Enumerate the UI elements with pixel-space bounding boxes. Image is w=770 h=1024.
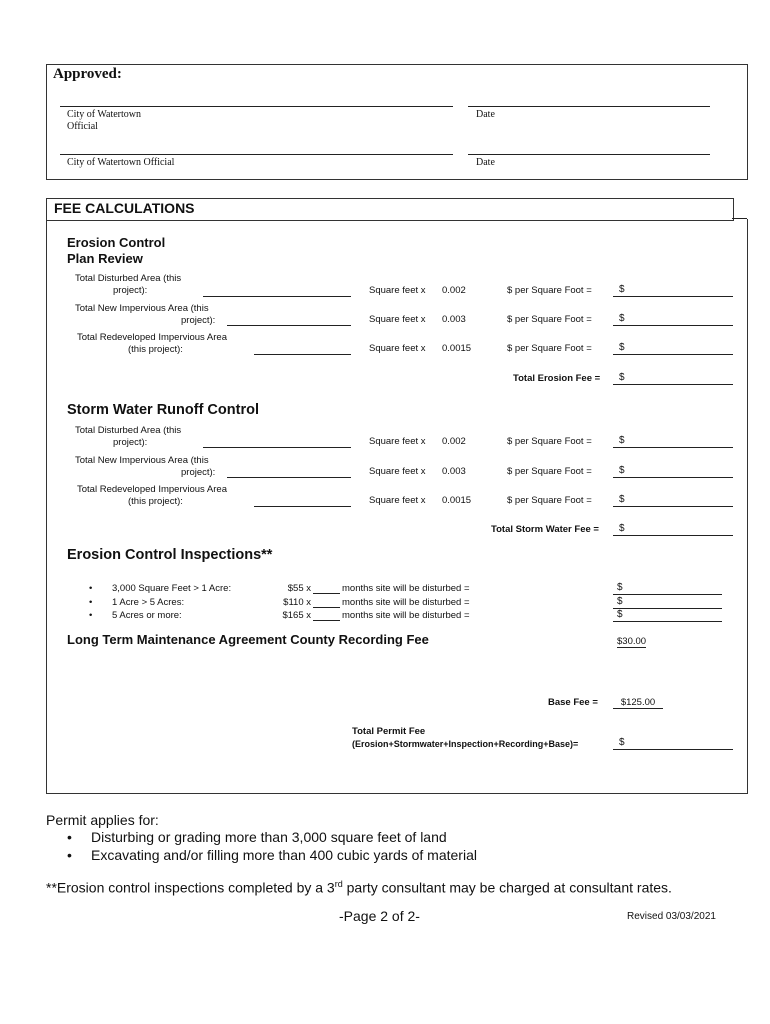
dollar-sign: $ bbox=[619, 737, 625, 748]
erosion-total-label: Total Erosion Fee = bbox=[513, 373, 601, 384]
dollar-sign: $ bbox=[619, 313, 625, 324]
dollar-sign: $ bbox=[619, 523, 625, 534]
erosion-rate: 0.003 bbox=[442, 314, 466, 325]
erosion-title-2: Plan Review bbox=[67, 251, 143, 266]
storm-sqft-input[interactable] bbox=[254, 506, 351, 507]
approved-title: Approved: bbox=[53, 66, 122, 82]
storm-total-input[interactable] bbox=[613, 524, 733, 536]
page-number: -Page 2 of 2- bbox=[339, 908, 420, 924]
official-label-1: City of Watertown bbox=[67, 109, 141, 120]
dollar-sign: $ bbox=[617, 582, 623, 593]
fee-heading: FEE CALCULATIONS bbox=[54, 200, 195, 216]
erosion-rate: 0.002 bbox=[442, 285, 466, 296]
storm-row-label: Total Redeveloped Impervious Area bbox=[77, 484, 227, 495]
storm-per: $ per Square Foot = bbox=[507, 436, 592, 447]
storm-rate: 0.002 bbox=[442, 436, 466, 447]
erosion-row-label: project): bbox=[113, 285, 148, 296]
dollar-sign: $ bbox=[619, 372, 625, 383]
inspection-months-input[interactable] bbox=[313, 593, 340, 594]
erosion-unit: Square feet x bbox=[369, 314, 426, 325]
erosion-row-label: Total Disturbed Area (this bbox=[75, 273, 182, 284]
inspections-title: Erosion Control Inspections** bbox=[67, 547, 273, 563]
storm-sqft-input[interactable] bbox=[227, 477, 351, 478]
storm-row-label: Total Disturbed Area (this bbox=[75, 425, 182, 436]
bullet-icon: • bbox=[89, 597, 93, 608]
erosion-amount-input[interactable] bbox=[613, 285, 733, 297]
storm-amount-input[interactable] bbox=[613, 436, 733, 448]
date-line-1[interactable] bbox=[468, 106, 710, 107]
inspection-range: 5 Acres or more: bbox=[112, 610, 182, 621]
storm-unit: Square feet x bbox=[369, 466, 426, 477]
revised-date: Revised 03/03/2021 bbox=[627, 911, 716, 922]
storm-row-label: Total New Impervious Area (this bbox=[75, 455, 209, 466]
storm-title: Storm Water Runoff Control bbox=[67, 402, 259, 418]
recording-amount: $30.00 bbox=[617, 636, 647, 647]
permit-bullet: Disturbing or grading more than 3,000 square feet of land bbox=[91, 829, 447, 845]
erosion-row-label: project): bbox=[181, 315, 216, 326]
permit-bullet: Excavating and/or filling more than 400 cubic yards of material bbox=[91, 847, 477, 863]
bullet-icon: • bbox=[89, 610, 93, 621]
storm-unit: Square feet x bbox=[369, 495, 426, 506]
storm-row-label: project): bbox=[181, 467, 216, 478]
erosion-row-label: (this project): bbox=[128, 344, 183, 355]
storm-row-label: (this project): bbox=[128, 496, 183, 507]
storm-sqft-input[interactable] bbox=[203, 447, 351, 448]
inspection-amount-input[interactable] bbox=[613, 583, 722, 595]
total-permit-input[interactable] bbox=[613, 738, 733, 750]
official-label-1b: Official bbox=[67, 121, 98, 132]
inspection-range: 1 Acre > 5 Acres: bbox=[112, 597, 185, 608]
inspection-months-input[interactable] bbox=[313, 620, 340, 621]
total-permit-formula: (Erosion+Stormwater+Inspection+Recording+Base)= bbox=[352, 739, 579, 749]
consultant-note-pre: **Erosion control inspections completed by a 3 bbox=[46, 879, 335, 896]
storm-unit: Square feet x bbox=[369, 436, 426, 447]
inspection-text: months site will be disturbed = bbox=[342, 583, 470, 594]
inspection-text: months site will be disturbed = bbox=[342, 597, 470, 608]
bullet-icon: • bbox=[67, 847, 72, 863]
dollar-sign: $ bbox=[619, 284, 625, 295]
storm-per: $ per Square Foot = bbox=[507, 466, 592, 477]
date-line-2[interactable] bbox=[468, 154, 710, 155]
inspection-months-input[interactable] bbox=[313, 607, 340, 608]
dollar-sign: $ bbox=[617, 596, 623, 607]
erosion-sqft-input[interactable] bbox=[254, 354, 351, 355]
dollar-sign: $ bbox=[617, 609, 623, 620]
dollar-sign: $ bbox=[619, 342, 625, 353]
total-permit-label: Total Permit Fee bbox=[352, 726, 426, 737]
inspection-price: $110 x bbox=[283, 597, 311, 608]
erosion-per: $ per Square Foot = bbox=[507, 285, 592, 296]
fee-box-top-right bbox=[732, 218, 747, 219]
erosion-per: $ per Square Foot = bbox=[507, 314, 592, 325]
storm-rate: 0.003 bbox=[442, 466, 466, 477]
inspection-price: $165 x bbox=[282, 610, 311, 621]
erosion-total-input[interactable] bbox=[613, 373, 733, 385]
storm-rate: 0.0015 bbox=[442, 495, 472, 506]
storm-total-label: Total Storm Water Fee = bbox=[491, 524, 599, 535]
storm-amount-input[interactable] bbox=[613, 495, 733, 507]
dollar-sign: $ bbox=[619, 435, 625, 446]
storm-per: $ per Square Foot = bbox=[507, 495, 592, 506]
date-label-2: Date bbox=[476, 157, 495, 168]
inspection-text: months site will be disturbed = bbox=[342, 610, 470, 621]
inspection-range: 3,000 Square Feet > 1 Acre: bbox=[112, 583, 232, 594]
official-signature-line-1[interactable] bbox=[60, 106, 453, 107]
erosion-title-1: Erosion Control bbox=[67, 235, 166, 250]
erosion-rate: 0.0015 bbox=[442, 343, 472, 354]
erosion-row-label: Total Redeveloped Impervious Area bbox=[77, 332, 227, 343]
dollar-sign: $ bbox=[619, 494, 625, 505]
consultant-note-post: party consultant may be charged at consultant rates. bbox=[342, 879, 672, 896]
inspection-price: $55 x bbox=[287, 583, 311, 594]
erosion-row-label: Total New Impervious Area (this bbox=[75, 303, 209, 314]
consultant-note-sup: rd bbox=[334, 879, 343, 889]
base-fee-amount bbox=[613, 697, 663, 709]
permit-applies-label: Permit applies for: bbox=[46, 812, 159, 828]
erosion-per: $ per Square Foot = bbox=[507, 343, 592, 354]
official-signature-line-2[interactable] bbox=[60, 154, 453, 155]
erosion-amount-input[interactable] bbox=[613, 314, 733, 326]
storm-amount-input[interactable] bbox=[613, 466, 733, 478]
base-fee-value: $125.00 bbox=[620, 697, 656, 708]
erosion-unit: Square feet x bbox=[369, 343, 426, 354]
erosion-amount-input[interactable] bbox=[613, 343, 733, 355]
erosion-sqft-input[interactable] bbox=[227, 325, 351, 326]
recording-title: Long Term Maintenance Agreement County Recording Fee bbox=[67, 632, 429, 647]
inspection-amount-input[interactable] bbox=[613, 597, 722, 609]
inspection-amount-input[interactable] bbox=[613, 610, 722, 622]
bullet-icon: • bbox=[67, 829, 72, 845]
erosion-sqft-input[interactable] bbox=[203, 296, 351, 297]
base-fee-label: Base Fee = bbox=[548, 697, 598, 708]
date-label-1: Date bbox=[476, 109, 495, 120]
erosion-unit: Square feet x bbox=[369, 285, 426, 296]
bullet-icon: • bbox=[89, 583, 93, 594]
official-label-2: City of Watertown Official bbox=[67, 157, 175, 168]
dollar-sign: $ bbox=[619, 465, 625, 476]
consultant-note bbox=[46, 879, 672, 896]
storm-row-label: project): bbox=[113, 437, 148, 448]
